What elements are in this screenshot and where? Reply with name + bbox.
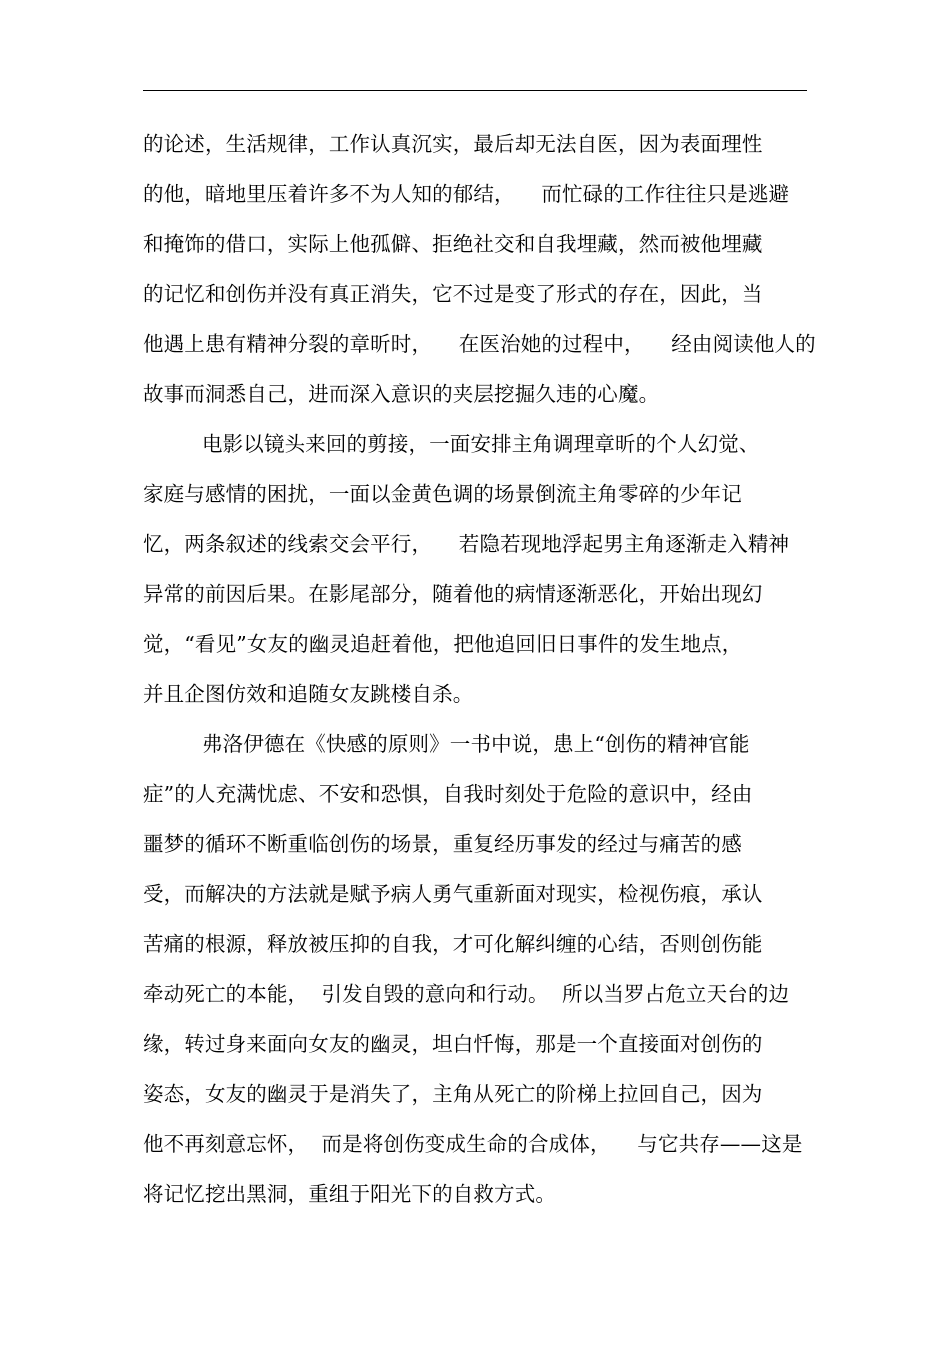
text-line: 苦痛的根源，释放被压抑的自我，才可化解纠缠的心结，否则创伤能 bbox=[143, 932, 763, 956]
text-line: 症”的人充满忧虑、不安和恐惧，自我时刻处于危险的意识中，经由 bbox=[143, 782, 753, 806]
text-line: 的记忆和创伤并没有真正消失，它不过是变了形式的存在，因此，当 bbox=[143, 282, 763, 306]
text-line: 缘，转过身来面向女友的幽灵，坦白忏悔，那是一个直接面对创伤的 bbox=[143, 1032, 763, 1056]
text-line: 噩梦的循环不断重临创伤的场景，重复经历事发的经过与痛苦的感 bbox=[143, 832, 742, 856]
text-line: 异常的前因后果。在影尾部分，随着他的病情逐渐恶化，开始出现幻 bbox=[143, 582, 763, 606]
text-line: 他不再刻意忘怀， 而是将创伤变成生命的合成体， 与它共存——这是 bbox=[143, 1132, 803, 1156]
text-line: 故事而洞悉自己，进而深入意识的夹层挖掘久违的心魔。 bbox=[143, 382, 660, 406]
text-line: 牵动死亡的本能， 引发自毁的意向和行动。 所以当罗占危立天台的边 bbox=[143, 982, 790, 1006]
text-line: 的论述，生活规律，工作认真沉实，最后却无法自医，因为表面理性 bbox=[143, 132, 763, 156]
text-line: 觉，“看见”女友的幽灵追赶着他，把他追回旧日事件的发生地点， bbox=[143, 632, 743, 656]
text-line: 家庭与感情的困扰，一面以金黄色调的场景倒流主角零碎的少年记 bbox=[143, 482, 742, 506]
text-line: 的他，暗地里压着许多不为人知的郁结， 而忙碌的工作往往只是逃避 bbox=[143, 182, 790, 206]
text-line: 和掩饰的借口，实际上他孤僻、拒绝社交和自我埋藏，然而被他埋藏 bbox=[143, 232, 763, 256]
text-line: 将记忆挖出黑洞，重组于阳光下的自救方式。 bbox=[143, 1182, 556, 1206]
paragraph-first-line: 弗洛伊德在《快感的原则》一书中说，患上“创伤的精神官能 bbox=[202, 732, 750, 756]
text-line: 他遇上患有精神分裂的章昕时， 在医治她的过程中， 经由阅读他人的 bbox=[143, 332, 816, 356]
text-line: 姿态，女友的幽灵于是消失了，主角从死亡的阶梯上拉回自己，因为 bbox=[143, 1082, 763, 1106]
text-line: 忆，两条叙述的线索交会平行， 若隐若现地浮起男主角逐渐走入精神 bbox=[143, 532, 790, 556]
paragraph-first-line: 电影以镜头来回的剪接，一面安排主角调理章昕的个人幻觉、 bbox=[202, 432, 760, 456]
text-line: 并且企图仿效和追随女友跳楼自杀。 bbox=[143, 682, 474, 706]
text-line: 受，而解决的方法就是赋予病人勇气重新面对现实，检视伤痕，承认 bbox=[143, 882, 763, 906]
